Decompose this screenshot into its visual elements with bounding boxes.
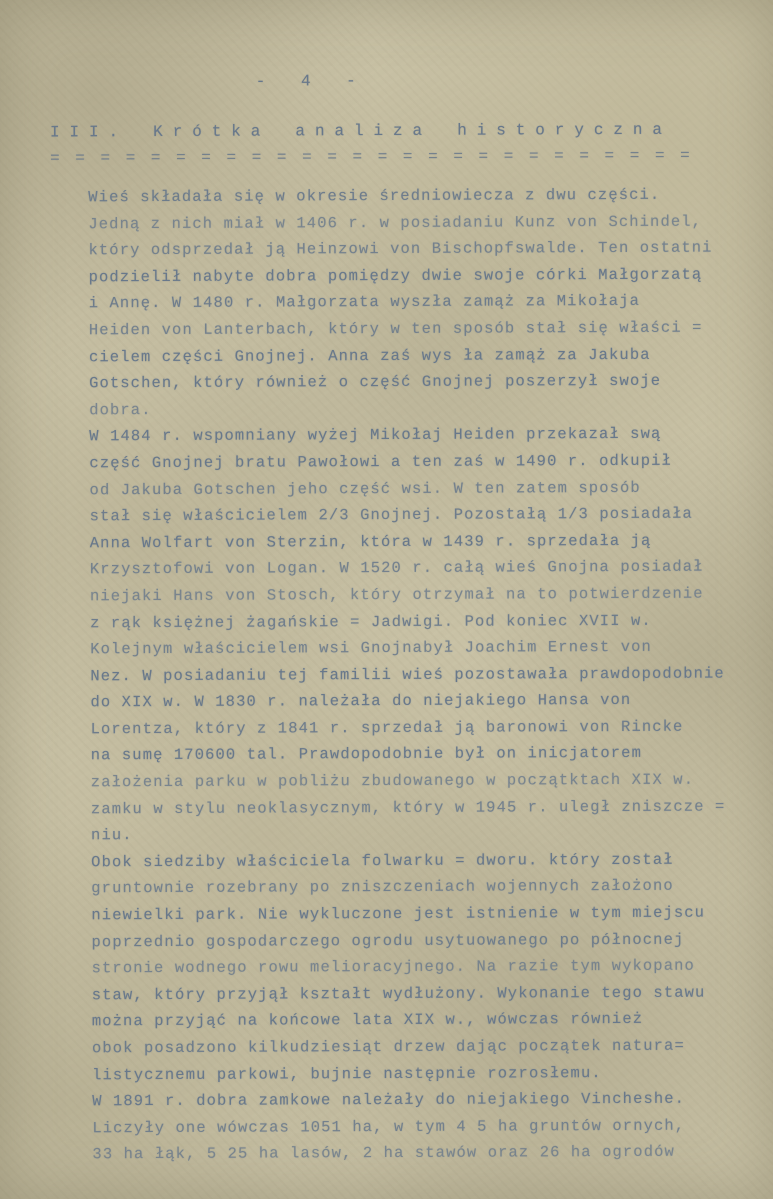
text-line: założenia parku w pobliżu zbudowanego w początktach XIX w.	[90, 770, 695, 792]
text-line: niewielki park. Nie wykluczone jest istnienie w tym miejscu	[91, 903, 706, 925]
text-line: Kolejnym właścicielem wsi Gnojnabył Joachim Ernest von	[90, 637, 652, 659]
text-line: W 1891 r. dobra zamkowe należały do niejakiego Vincheshe.	[92, 1089, 686, 1111]
text-line: niejaki Hans von Stosch, który otrzymał na to potwierdzenie	[89, 584, 704, 606]
text-line: Gotschen, który również o część Gnojnej poszerzył swoje	[89, 371, 662, 393]
text-line: podzielił nabyte dobra pomiędzy dwie swoje córki Małgorzatą	[88, 265, 703, 287]
heading-underline: = = = = = = = = = = = = = = = = = = = = = = = = = =	[50, 146, 693, 168]
text-line: Jedną z nich miał w 1406 r. w posiadaniu Kunz von Schindel,	[88, 212, 703, 233]
text-line: listycznemu parkowi, bujnie następnie rozrosłemu.	[92, 1063, 602, 1084]
text-line: część Gnojnej bratu Pawołowi a ten zaś w 1490 r. odkupił	[89, 451, 672, 473]
text-line: z rąk księżnej żagańskie = Jadwigi. Pod koniec XVII w.	[90, 611, 652, 632]
text-line: niu.	[90, 826, 133, 845]
text-line: można przyjąć na końcowe lata XIX w., wówczas również	[91, 1010, 644, 1031]
text-line: stał się właścicielem 2/3 Gnojnej. Pozostałą 1/3 posiadała	[89, 504, 693, 526]
text-line: Anna Wolfart von Sterzin, która w 1439 r. sprzedała ją	[89, 531, 652, 553]
text-line: zamku w stylu neoklasycznym, który w 1945 r. uległ zniszcze =	[90, 797, 726, 818]
text-line: cielem części Gnojnej. Anna zaś wys ła zamąż za Jakuba	[88, 345, 651, 366]
text-line: gruntownie rozebrany po zniszczeniach wojennych założono	[91, 877, 674, 898]
document-body	[88, 181, 752, 1168]
text-line: i Annę. W 1480 r. Małgorzata wyszła zamąż za Mikołaja	[88, 292, 641, 313]
text-line: poprzednio gospodarczego ogrodu usytuowanego po północnej	[91, 930, 685, 951]
section-heading: III. Krótka analiza historyczna	[49, 120, 672, 142]
text-line: Obok siedziby właściciela folwarku = dworu. który został	[91, 850, 674, 872]
page-number: - 4 -	[255, 72, 358, 91]
text-line: który odsprzedał ją Heinzowi von Bischopfswalde. Ten ostatni	[88, 238, 713, 260]
text-line: stronie wodnego rowu melioracyjnego. Na razie tym wykopano	[91, 956, 695, 978]
text-line: W 1484 r. wspomniany wyżej Mikołaj Heiden przekazał swą	[89, 425, 662, 446]
text-line: od Jakuba Gotschen jeho część wsi. W ten zatem sposób	[89, 478, 641, 499]
text-line: Krzysztofowi von Logan. W 1520 r. całą wieś Gnojna posiadał	[89, 557, 704, 579]
text-line: obok posadzono kilkudziesiąt drzew dając początek natura=	[91, 1036, 685, 1058]
text-line: Nez. W posiadaniu tej familii wieś pozostawała prawdopodobnie	[90, 664, 725, 685]
text-line: 33 ha łąk, 5 25 ha lasów, 2 ha stawów oraz 26 ha ogrodów	[92, 1143, 675, 1164]
text-line: Liczyły one wówczas 1051 ha, w tym 4 5 ha gruntów ornych,	[92, 1116, 686, 1138]
text-line: dobra.	[89, 400, 152, 420]
text-line: Wieś składała się w okresie średniowiecza z dwu części.	[88, 185, 661, 207]
text-line: na sumę 170600 tal. Prawdopodobnie był on inicjatorem	[90, 744, 642, 765]
text-line: do XIX w. W 1830 r. należała do niejakiego Hansa von	[90, 691, 632, 712]
text-line: Heiden von Lanterbach, który w ten sposób stał się właści =	[88, 318, 703, 340]
text-line: Lorentza, który z 1841 r. sprzedał ją baronowi von Rincke	[90, 717, 684, 739]
text-line: staw, który przyjął kształt wydłużony. Wykonanie tego stawu	[91, 983, 706, 1005]
